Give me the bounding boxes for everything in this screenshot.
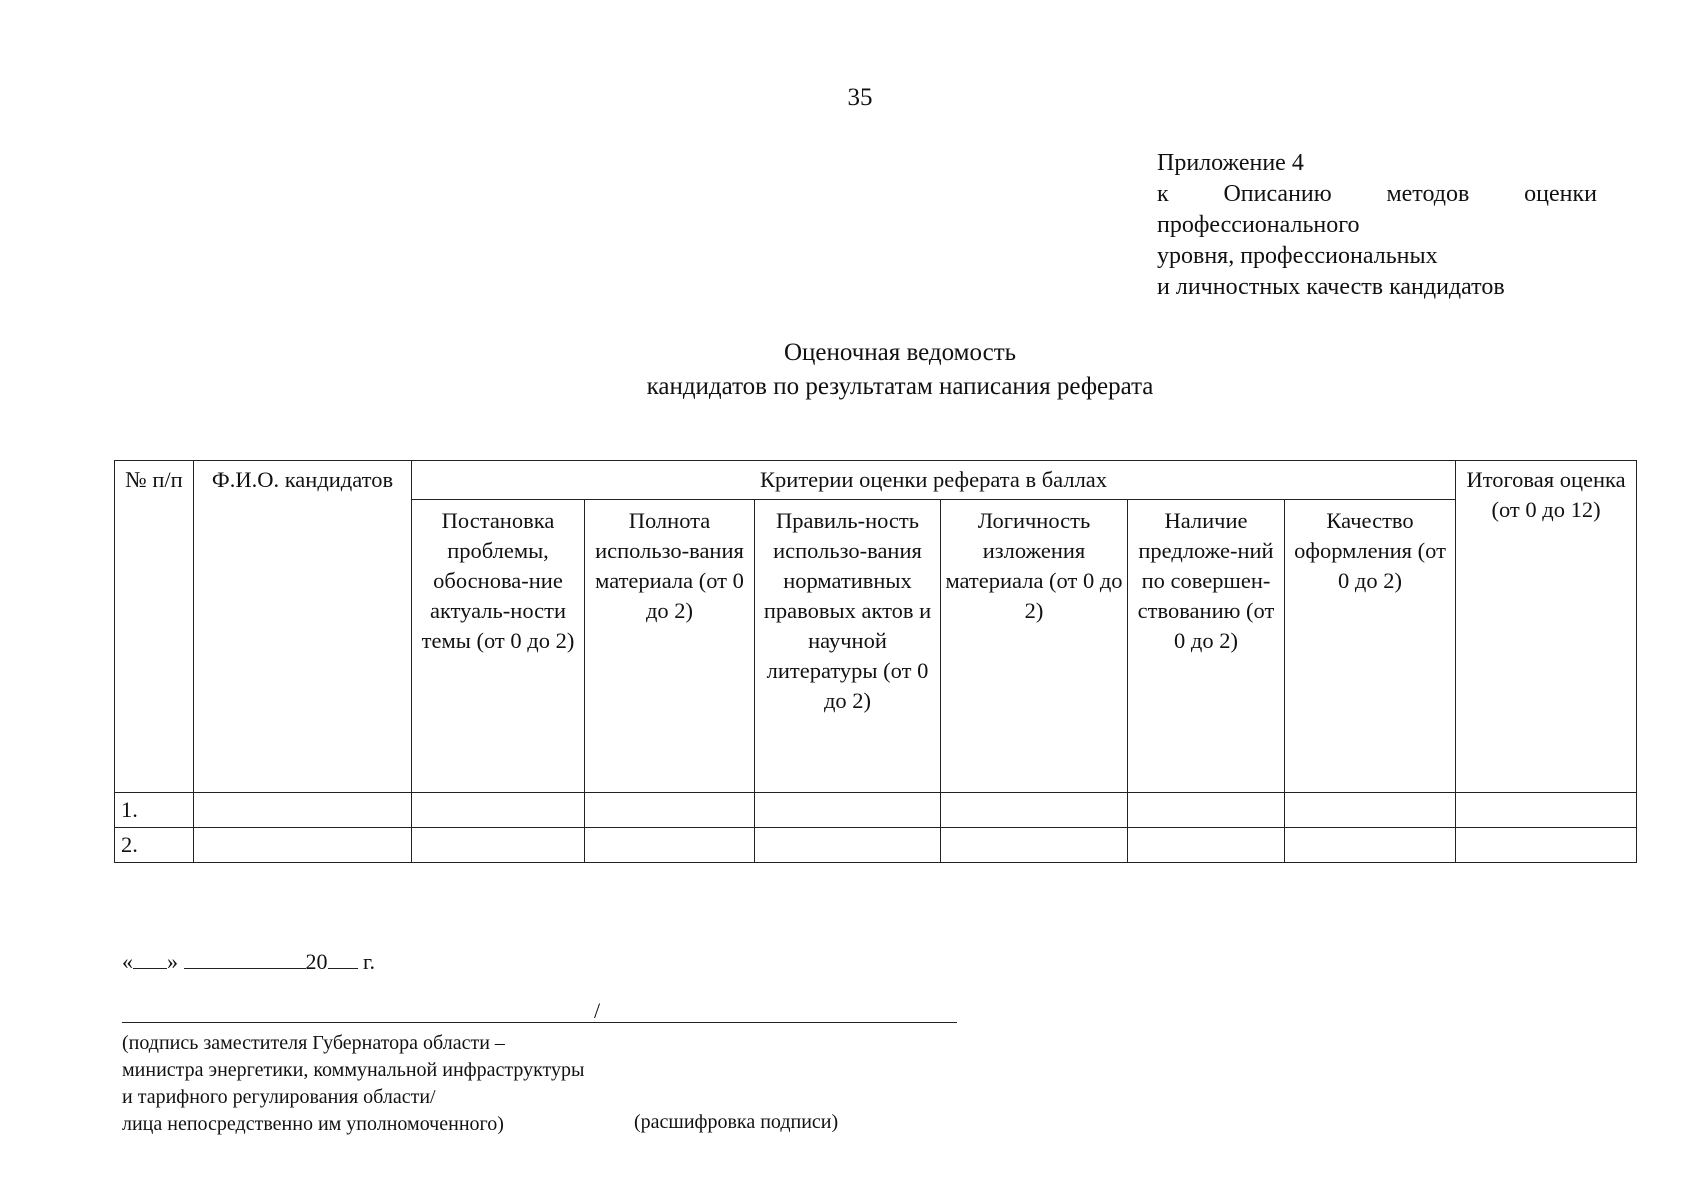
appendix-word: Описанию (1223, 181, 1332, 207)
criterion-header: Полнота использо-вания материала (от 0 до 2) (585, 500, 755, 793)
day-blank (133, 948, 167, 969)
year-suffix: г. (363, 949, 376, 974)
column-header-fio: Ф.И.О. кандидатов (194, 461, 412, 793)
criterion-header: Логичность изложения материала (от 0 до 2) (941, 500, 1128, 793)
table-cell (412, 828, 585, 863)
criterion-header: Наличие предложе-ний по совершен-ствованию (от 0 до 2) (1128, 500, 1285, 793)
appendix-title: Приложение 4 (1157, 150, 1304, 176)
date-close-quote: » (167, 949, 178, 974)
table-cell (1285, 828, 1456, 863)
table-row (115, 793, 1637, 828)
table-row (115, 828, 1637, 863)
signature-caption (122, 1030, 584, 1138)
criterion-header: Правиль-ность использо-вания нормативных правовых актов и научной литературы (от 0 до 2) (755, 500, 941, 793)
appendix-line: уровня, профессиональных (1157, 243, 1438, 269)
year-prefix: 20 (305, 949, 328, 974)
table-cell (412, 793, 585, 828)
table-cell (194, 828, 412, 863)
table-cell (941, 793, 1128, 828)
appendix-line: и личностных качеств кандидатов (1157, 274, 1505, 300)
table-cell (1128, 793, 1285, 828)
table-cell (585, 828, 755, 863)
signature-caption-line: (подпись заместителя Губернатора области – (122, 1032, 505, 1054)
document-title-line: кандидатов по результатам написания реферата (646, 373, 1154, 400)
evaluation-table (114, 460, 1637, 863)
appendix-word: методов (1386, 181, 1470, 207)
signature-caption-line: министра энергетики, коммунальной инфраструктуры (122, 1059, 585, 1081)
date-line (122, 948, 375, 975)
table-cell (941, 828, 1128, 863)
table-cell (1456, 828, 1637, 863)
signature-caption-line: лица непосредственно им уполномоченного) (122, 1113, 504, 1135)
signature-caption-line: и тарифного регулирования области/ (122, 1086, 436, 1108)
year-blank (328, 948, 358, 969)
document-title (500, 336, 1300, 404)
signature-separator: / (594, 998, 601, 1023)
appendix-word: к (1157, 181, 1169, 207)
criterion-header: Постановка проблемы, обоснова-ние актуаль-ности темы (от 0 до 2) (412, 500, 585, 793)
row-number: 1. (115, 793, 194, 828)
table-cell (585, 793, 755, 828)
month-blank (184, 948, 306, 969)
appendix-reference-line (1157, 179, 1597, 210)
table-cell (755, 793, 941, 828)
table-cell (1285, 793, 1456, 828)
appendix-word: оценки (1524, 181, 1597, 207)
criteria-group-header: Критерии оценки реферата в баллах (412, 461, 1456, 500)
table-header-row (115, 461, 1637, 500)
page-number: 35 (847, 84, 873, 111)
criterion-header: Качество оформления (от 0 до 2) (1285, 500, 1456, 793)
date-open-quote: « (122, 949, 133, 974)
table-cell (194, 793, 412, 828)
appendix-line: профессионального (1157, 212, 1360, 238)
table-cell (1128, 828, 1285, 863)
document-title-line: Оценочная ведомость (783, 339, 1017, 366)
column-header-total: Итоговая оценка (от 0 до 12) (1456, 461, 1637, 793)
signature-decode-caption: (расшифровка подписи) (634, 1111, 839, 1133)
row-number: 2. (115, 828, 194, 863)
table-cell (1456, 793, 1637, 828)
signature-line (122, 1022, 957, 1023)
table-cell (755, 828, 941, 863)
appendix-header (1157, 148, 1597, 303)
column-header-number: № п/п (115, 461, 194, 793)
